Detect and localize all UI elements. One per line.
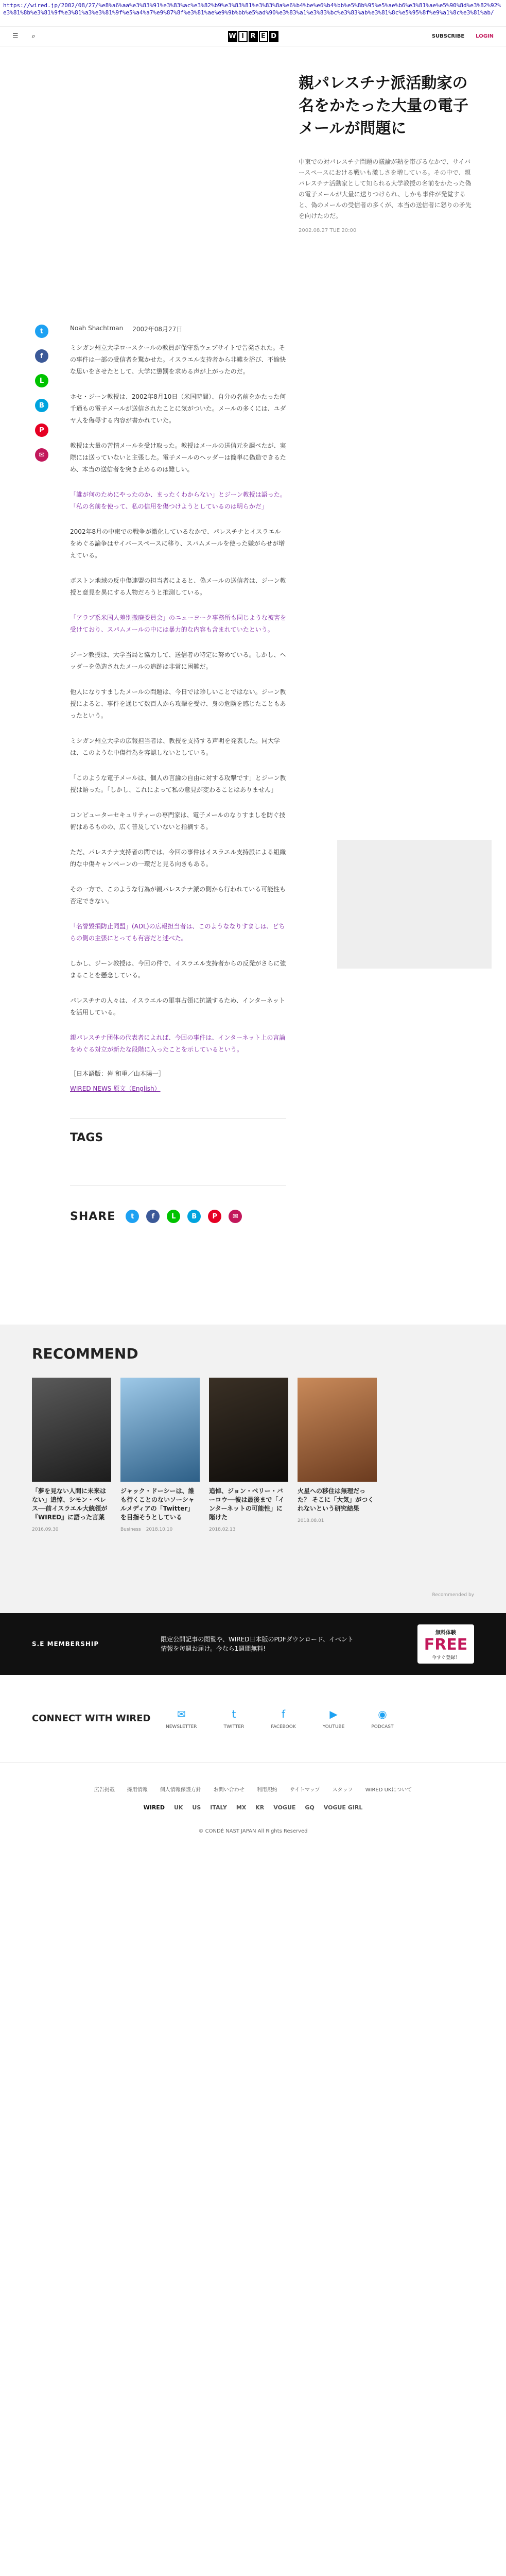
card-date: 2018.02.13 <box>209 1527 236 1532</box>
article-paragraph: 「このような電子メールは、個人の言論の自由に対する攻撃です」とジーン教授は語った。「しかし、これによって私の意見が変わることはありません」 <box>70 774 286 793</box>
card-title[interactable]: 火星への移住は無理だった？ そこに「大気」がつくれないという研究結果 <box>298 1487 374 1512</box>
footer-link[interactable]: WIRED UKについて <box>365 1787 412 1793</box>
membership-logo: S.E MEMBERSHIP <box>32 1640 99 1648</box>
article-paragraph: 親パレスチナ団体の代表者によれば、今回の事件は、インターネット上の言論をめぐる対立が新たな段階に入ったことを示しているという。 <box>70 1034 286 1053</box>
line-icon[interactable]: L <box>35 374 48 387</box>
pinterest-icon[interactable]: P <box>35 423 48 437</box>
mail-icon[interactable]: ✉ <box>35 448 48 462</box>
article-paragraph: 「アラブ系米国人差別撤廃委員会」のニューヨーク事務所も同じような被害を受けており、スパムメールの中には暴力的な内容も含まれていたという。 <box>70 614 287 633</box>
article-paragraph: その一方で、このような行為が親パレスチナ派の側から行われている可能性も否定できない。 <box>70 886 286 905</box>
free-trial-top: 無料体験 <box>435 1630 456 1636</box>
footer-link[interactable]: スタッフ <box>332 1787 353 1793</box>
article-paragraph: 教授は大量の苦情メールを受け取った。教授はメールの送信元を調べたが、実際には送っていないと主張した。電子メールのヘッダーは簡単に偽造できるため、本当の送信者を突き止めるのは難しい。 <box>70 442 286 473</box>
footer-links <box>32 1785 474 1793</box>
translation-credit: ［日本語版：岩 和重／山本陽一］ <box>70 1070 165 1077</box>
article-paragraph: ジーン教授は、大学当局と協力して、送信者の特定に努めている。しかし、ヘッダーを偽造されたメールの追跡は非常に困難だ。 <box>70 651 286 670</box>
mail-icon[interactable]: ✉ <box>229 1210 242 1223</box>
twitter-icon: t <box>232 1707 236 1720</box>
card-thumbnail[interactable] <box>32 1378 111 1482</box>
tags-heading: TAGS <box>70 1131 103 1144</box>
logo-letter: E <box>259 31 268 42</box>
conn-label: FACEBOOK <box>271 1724 296 1730</box>
free-trial-sub: 今すぐ登録！ <box>431 1655 460 1660</box>
podcast-icon: ◉ <box>378 1707 387 1720</box>
card-category[interactable]: Business <box>120 1527 141 1532</box>
hatena-icon[interactable]: B <box>187 1210 201 1223</box>
card-thumbnail[interactable] <box>209 1378 288 1482</box>
footer-link[interactable]: 採用情報 <box>127 1787 148 1793</box>
edition-link[interactable]: WIRED <box>143 1804 165 1811</box>
article-paragraph: しかし、ジーン教授は、今回の件で、イスラエル支持者からの反発がさらに強まることを懸念している。 <box>70 960 286 979</box>
article-body <box>70 342 286 1093</box>
article-lead: 中東での対パレスチナ問題の議論が熱を帯びるなかで、サイバースペースにおける戦いも激しさを増している。その中で、親パレスチナ活動家として知られる大学教授の名前をかたった偽の電子メールが大量に送りつけられ、しかも事件が発覚すると、偽のメールの受信者の多くが、本当の送信者に怒りの矛先を向けたのだ。 <box>299 158 472 219</box>
edition-link[interactable]: ITALY <box>210 1804 227 1811</box>
facebook-icon[interactable]: f <box>35 349 48 363</box>
recommend-card[interactable] <box>120 1378 200 1532</box>
facebook-link[interactable] <box>271 1708 295 1730</box>
login-link[interactable]: LOGIN <box>476 33 494 39</box>
logo-letter: D <box>269 31 278 42</box>
edition-link[interactable]: VOGUE GIRL <box>323 1804 363 1811</box>
recommend-card[interactable] <box>298 1378 377 1532</box>
site-footer <box>0 1762 506 1834</box>
wired-news-original-link[interactable]: WIRED NEWS 原文（English） <box>70 1085 161 1092</box>
edition-link[interactable]: GQ <box>305 1804 315 1811</box>
card-title[interactable]: 追悼、ジョン・ペリー・バーロウ──彼は最後まで「インターネットの可能性」に賭けた <box>209 1487 285 1521</box>
share-heading: SHARE <box>70 1210 116 1223</box>
hatena-icon[interactable]: B <box>35 399 48 412</box>
free-trial-button[interactable] <box>417 1624 474 1664</box>
twitter-icon[interactable]: t <box>35 325 48 338</box>
card-title[interactable]: 「夢を見ない人間に未来はない」追悼、シモン・ペレス──前イスラエル大統領が『WIRED』に語った言葉 <box>32 1487 108 1521</box>
membership-text: 限定公開記事の閲覧や、WIRED日本版のPDFダウンロード、イベント情報を毎週お届け。今なら1週間無料! <box>161 1636 354 1652</box>
free-trial-main: FREE <box>424 1635 468 1654</box>
hero <box>0 46 506 325</box>
footer-link[interactable]: 個人情報保護方針 <box>160 1787 201 1793</box>
footer-link[interactable]: 利用規約 <box>256 1787 277 1793</box>
menu-icon[interactable]: ☰ <box>12 32 19 40</box>
recommend-attribution[interactable]: Recommended by <box>432 1592 474 1598</box>
author-name[interactable]: Noah Shachtman <box>70 325 124 332</box>
recommend-heading: RECOMMEND <box>32 1345 138 1362</box>
edition-link[interactable]: VOGUE <box>273 1804 296 1811</box>
article-paragraph: ボストン地域の反中傷連盟の担当者によると、偽メールの送信者は、ジーン教授と意見を異にする人物だろうと推測している。 <box>70 577 286 596</box>
article <box>0 325 506 1093</box>
side-share-bar <box>35 325 48 462</box>
card-thumbnail[interactable] <box>120 1378 200 1482</box>
recommend-card[interactable] <box>209 1378 288 1532</box>
subscribe-link[interactable]: SUBSCRIBE <box>431 33 465 39</box>
conn-label: YOUTUBE <box>322 1724 345 1730</box>
card-date: 2016.09.30 <box>32 1527 59 1532</box>
newsletter-link[interactable] <box>166 1708 197 1730</box>
article-paragraph: 「名誉毀損防止同盟」(ADL)の広報担当者は、このようななりすましは、どちらの側の主張にとっても有害だと述べた。 <box>70 923 285 942</box>
conn-label: TWITTER <box>223 1724 245 1730</box>
article-date: 2002.08.27 TUE 20:00 <box>299 228 357 233</box>
edition-link[interactable]: MX <box>236 1804 247 1811</box>
article-paragraph: ただ、パレスチナ支持者の間では、今回の事件はイスラエル支持派による組織的な中傷キャンペーンの一環だと見る向きもある。 <box>70 849 286 868</box>
byline-date: 2002年08月27日 <box>132 326 183 333</box>
article-paragraph: 2002年8月の中東での戦争が激化しているなかで、パレスチナとイスラエルをめぐる論争はサイバースペースに移り、スパムメールを使った嫌がらせが増えている。 <box>70 528 285 559</box>
membership-banner <box>0 1613 506 1675</box>
card-thumbnail[interactable] <box>298 1378 377 1482</box>
card-date: 2018.08.01 <box>298 1518 324 1523</box>
newsletter-icon: ✉ <box>177 1707 186 1720</box>
footer-link[interactable]: お問い合わせ <box>213 1787 245 1793</box>
footer-link[interactable]: サイトマップ <box>289 1787 320 1793</box>
recommend-section <box>0 1325 506 1613</box>
line-icon[interactable]: L <box>167 1210 180 1223</box>
twitter-icon[interactable]: t <box>126 1210 139 1223</box>
facebook-icon: f <box>282 1707 286 1720</box>
site-header <box>0 27 506 46</box>
copyright: © CONDÉ NAST JAPAN All Rights Reserved <box>198 1828 308 1834</box>
footer-link[interactable]: 広告掲載 <box>94 1787 115 1793</box>
logo-letter: W <box>228 31 237 42</box>
logo-letter: I <box>238 31 248 42</box>
tags-section <box>70 1118 286 1185</box>
facebook-icon[interactable]: f <box>146 1210 160 1223</box>
article-paragraph: コンピューターセキュリティーの専門家は、電子メールのなりすましを防ぐ技術はあるものの、広く普及していないと指摘する。 <box>70 811 286 831</box>
edition-link[interactable]: US <box>192 1804 201 1811</box>
article-title: 親パレスチナ派活動家の名をかたった大量の電子メールが問題に <box>299 74 468 138</box>
connect-section <box>0 1675 506 1762</box>
share-bottom <box>70 1185 506 1247</box>
youtube-icon: ▶ <box>329 1707 338 1720</box>
recommend-card[interactable] <box>32 1378 111 1532</box>
card-date: 2018.10.10 <box>146 1527 173 1532</box>
card-title[interactable]: ジャック・ドーシーは、誰も行くことのないソーシャルメディアの「Twitter」を目指そうとしている <box>120 1487 195 1521</box>
article-paragraph: ホセ・ジーン教授は、2002年8月10日（米国時間）、自分の名前をかたった何千通もの電子メールが送信されたことに気がついた。メールの多くには、ユダヤ人を侮辱する内容が書かれていた。 <box>70 393 286 424</box>
byline <box>70 325 506 342</box>
podcast-link[interactable] <box>371 1708 393 1730</box>
article-paragraph: パレスチナの人々は、イスラエルの軍事占領に抗議するため、インターネットを活用している。 <box>70 997 285 1016</box>
address-bar[interactable]: https://wired.jp/2002/08/27/%e8%a6%aa%e3%83%91%e3%83%ac%e3%82%b9%e3%83%81%e3%83%8a%e6%b4%be%e6%b4%bb%e5%8b%95%e5%ae%b6%e3%81%ae%e5%90%8d%e3%82%92%e3%81%8b%e3%81%9f%e3%81%a3%e3%81%9f%e5%a4%a7%e9%87%8f%e3%81%ae%e9%9b%bb%e5%ad%90%e3%83%a1%e3%83%bc%e3%83%ab%e3%81%8c%e5%95%8f%e9%a1%8c%e3%81%ab/ <box>0 0 506 27</box>
article-paragraph: 「誰が何のためにやったのか、まったくわからない」とジーン教授は語った。「私の名前を使って、私の信用を傷つけようとしているのは明らかだ」 <box>70 491 286 510</box>
ad-placeholder[interactable] <box>337 840 492 969</box>
article-paragraph: ミシガン州立大学ロースクールの教員が保守系ウェブサイトで告発された。その事件は一部の受信者を驚かせた。イスラエル支持者から非難を浴び、不愉快な思いをさせたとして、大学に懲罰を求める声が上がったのだ。 <box>70 344 286 375</box>
youtube-link[interactable] <box>323 1708 345 1730</box>
edition-link[interactable]: UK <box>173 1804 183 1811</box>
wired-logo[interactable] <box>228 31 278 42</box>
article-paragraph: ミシガン州立大学の広報担当者は、教授を支持する声明を発表した。同大学は、このような中傷行為を容認しないとしている。 <box>70 737 281 756</box>
conn-label: NEWSLETTER <box>166 1724 197 1730</box>
edition-link[interactable]: KR <box>255 1804 265 1811</box>
connect-heading: CONNECT WITH WIRED <box>32 1713 151 1724</box>
search-icon[interactable]: ⌕ <box>31 32 36 40</box>
pinterest-icon[interactable]: P <box>208 1210 221 1223</box>
article-paragraph: 他人になりすましたメールの問題は、今日では珍しいことではない。ジーン教授によると、事件を通じて数百人から攻撃を受け、身の危険を感じたこともあったという。 <box>70 688 286 719</box>
editions <box>32 1804 474 1811</box>
twitter-link[interactable] <box>224 1708 245 1730</box>
logo-letter: R <box>249 31 258 42</box>
conn-label: PODCAST <box>371 1724 394 1730</box>
